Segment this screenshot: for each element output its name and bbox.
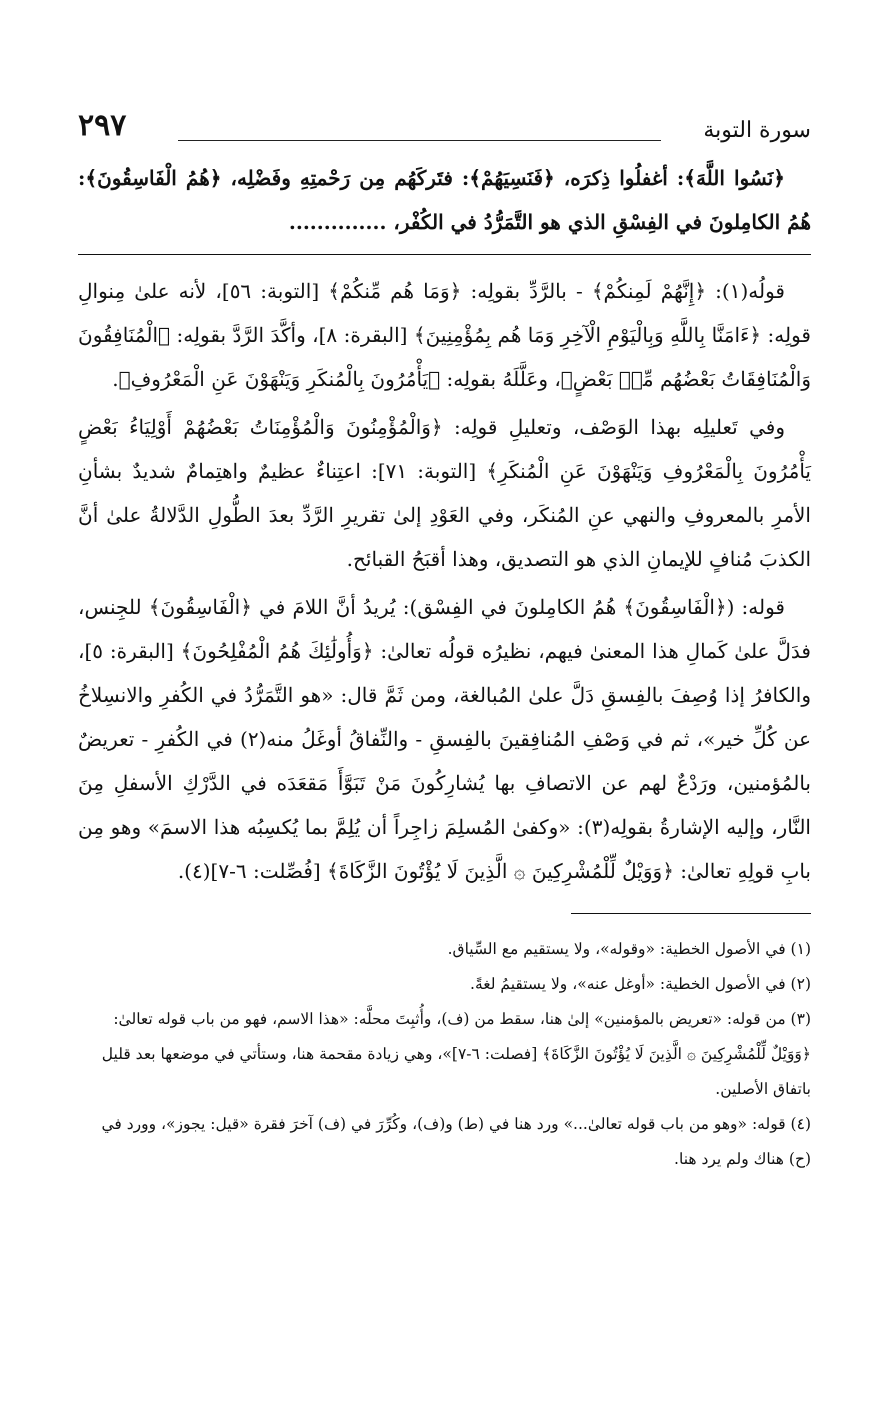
page-number: ٢٩٧ xyxy=(78,108,127,143)
surah-title: سورة التوبة xyxy=(703,118,811,143)
header-rule xyxy=(178,140,661,141)
commentary xyxy=(78,269,811,893)
commentary-paragraph: قوله: (﴿الْفَاسِقُونَ﴾ هُمُ الكامِلونَ في الفِسْق): يُريدُ أنَّ اللامَ في ﴿الْفَاسِقُونَ﴾ للجِنس، فدَلَّ علىٰ كَمالِ هذا المعنىٰ فيهم، نظيرُه قولُه تعالىٰ: ﴿وَأُولَٰئِكَ هُمُ الْمُفْلِحُونَ﴾ [البقرة: ٥]، والكافرُ إذا وُصِفَ بالفِسقِ دَلَّ علىٰ المُبالغة، ومن ثَمَّ قال: «هو التَّمَرُّدُ في الكُفرِ والانسِلاخُ عن كُلِّ خير»، ثم في وَصْفِ المُنافِقينَ بالفِسقِ - والنِّفاقُ أوغَلُ منه(٢) في الكُفرِ - تعريضٌ بالمُؤمنين، ورَدْعٌ لهم عن الاتصافِ بها يُشارِكُونَ مَنْ تَبَوَّأَ مَقعَدَه في الدَّرْكِ الأسفلِ مِنَ النَّار، وإليه الإشارةُ بقولِه(٣): «وكفىٰ المُسلِمَ زاجِراً أن يُلِمَّ بما يُكسِبُه هذا الاسمَ» وهو مِن بابِ قولِهِ تعالىٰ: ﴿وَوَيْلٌ لِّلْمُشْرِكِينَ ۞ الَّذِينَ لَا يُؤْتُونَ الزَّكَاةَ﴾ [فُصِّلت: ٦-٧](٤). xyxy=(78,595,811,883)
commentary-paragraph: قولُه(١): ﴿إِنَّهُمْ لَمِنكُمْ﴾ - بالرَّدِّ بقولِه: ﴿وَمَا هُم مِّنكُمْ﴾ [التوبة: ٥٦]، لأنه علىٰ مِنوالِ قولِه: ﴿ءَامَنَّا بِاللَّهِ وَبِالْيَوْمِ الْآخِرِ وَمَا هُم بِمُؤْمِنِينَ﴾ [البقرة: ٨]، وأكَّدَ الرَّدَّ بقولِه: ﴿الْمُنَافِقُونَ وَالْمُنَافِقَاتُ بَعْضُهُم مِّنۢ بَعْضٍ﴾، وعَلَّلَهُ بقولِه: ﴿يَأْمُرُونَ بِالْمُنكَرِ وَيَنْهَوْنَ عَنِ الْمَعْرُوفِ﴾. xyxy=(78,279,811,391)
footnotes-rule xyxy=(571,913,811,914)
footnote: (٤) قوله: «وهو من باب قوله تعالىٰ...» ورد هنا في (ط) و(ف)، وكُرِّرَ في (ف) آخرَ فقرة «قيل: يجوز»، وورد في (ح) هناك ولم يرد هنا. xyxy=(101,1115,811,1168)
footnotes xyxy=(78,932,811,1177)
commentary-paragraph: وفي تَعليلِه بهذا الوَصْف، وتعليلِ قولِه: ﴿وَالْمُؤْمِنُونَ وَالْمُؤْمِنَاتُ بَعْضُهُمْ أَوْلِيَاءُ بَعْضٍ يَأْمُرُونَ بِالْمَعْرُوفِ وَيَنْهَوْنَ عَنِ الْمُنكَرِ﴾ [التوبة: ٧١]: اعتِناءٌ عظيمٌ واهتِمامٌ شديدٌ بشأنِ الأمرِ بالمعروفِ والنهي عنِ المُنكَر، وفي العَوْدِ إلىٰ تقريرِ الرَّدِّ بعدَ الطُّولِ الدَّلالةُ علىٰ أنَّ الكذبَ مُنافٍ للإيمانِ الذي هو التصديق، وهذا أقبَحُ القبائح. xyxy=(78,415,811,571)
book-page xyxy=(78,108,811,1177)
section-divider xyxy=(78,254,811,255)
footnote: (٢) في الأصول الخطية: «أوغل عنه»، ولا يستقيمُ لغةً. xyxy=(470,975,811,993)
footnote: (١) في الأصول الخطية: «وقوله»، ولا يستقيم مع السِّياق. xyxy=(447,940,811,958)
page-header xyxy=(78,108,811,156)
main-text-paragraph: ﴿نَسُوا اللَّهَ﴾: أغفلُوا ذِكرَه، ﴿فَنَسِيَهُمْ﴾: فتَركَهُم مِن رَحْمتِهِ وفَضْلِه، ﴿هُمُ الْفَاسِقُونَ﴾: هُمُ الكامِلونَ في الفِسْقِ الذي هو التَّمَرُّدُ في الكُفْر، .............. xyxy=(78,166,811,234)
footnote: (٣) من قوله: «تعريض بالمؤمنين» إلىٰ هنا، سقط من (ف)، وأُثبِتَ محلَّه: «هذا الاسم، فهو من باب قوله تعالىٰ: ﴿وَوَيْلٌ لِّلْمُشْرِكِينَ ۞ الَّذِينَ لَا يُؤْتُونَ الزَّكَاةَ﴾ [فصلت: ٦-٧]»، وهي زيادة مقحمة هنا، وستأتي في موضعها بعد قليل باتفاق الأصلين. xyxy=(101,1010,811,1098)
